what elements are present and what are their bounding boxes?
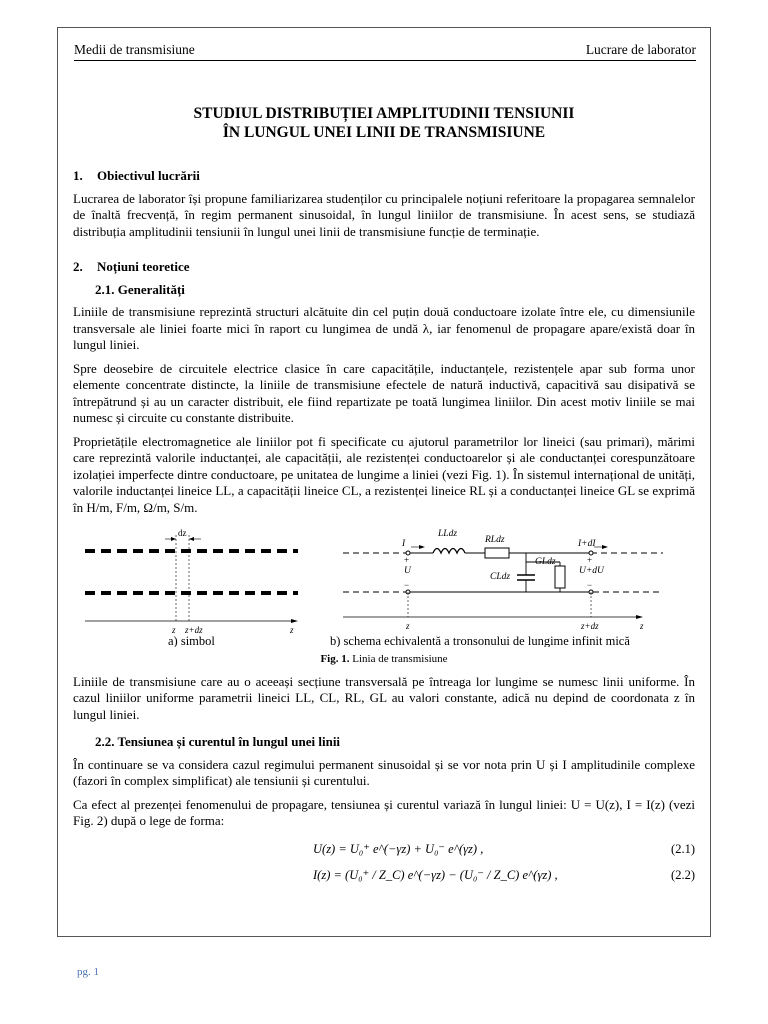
figure-1-caption: [73, 651, 695, 668]
equation-2-2: [73, 863, 695, 889]
section-1-heading: [73, 168, 695, 185]
figure-a-dz-label: dz: [178, 528, 187, 538]
header-right: Lucrare de laborator: [585, 42, 696, 57]
paragraph-definition: Liniile de transmisiune reprezintă structuri alcătuite din cel puțin două conductoare izolate între ele, cu dimensiunile transversale ale liniei foarte mici în raport cu lungimea de undă λ, iar fenomenul de propagare apare/există doar în lungul liniei.: [73, 304, 695, 352]
figure-b-voltage-label: U: [404, 566, 411, 576]
figure-b-plus-left: +: [404, 555, 410, 565]
figure-a-label: a) simbol: [168, 634, 215, 647]
figure-b-resistance-label: RLdz: [485, 535, 505, 545]
figure-a-zdz-label: z+dz: [185, 625, 203, 635]
paragraph-distributed: Spre deosebire de circuitele electrice clasice în care capacitățile, inductanțele, rezistențele apar sub forma unor elemente concentrate distincte, la liniile de transmisiune efectele de natură inductivă, capacitivă sau disipativă se întrepătrund și au un caracter distribuit, ele fiind repartizate pe toată lungimea liniilor. Din acest motiv liniile se mai numesc și circuite cu constante distribuite.: [73, 360, 695, 425]
figure-caption-number: Fig. 1.: [320, 653, 350, 665]
title-line-1: STUDIUL DISTRIBUȚIEI AMPLITUDINII TENSIUNII: [193, 105, 575, 122]
paragraph-parameters: Proprietățile electromagnetice ale liniilor pot fi specificate cu ajutorul parametrilor lor lineici (sau primari), mărimi care reprezintă valorile inductanței, ale capacității, ale rezistenței conductoarelor și ale conductanței corespunzătoare izolației imperfecte dintre conductoare, pe unitatea de lungime a liniei (vezi Fig. 1). În sistemul internațional de unități, valorile inductanței lineice LL, a capacității lineice CL, a rezistenței lineice RL și a conductanței lineice GL se exprimă în H/m, F/m, Ω/m, S/m.: [73, 433, 695, 515]
figure-b-current-out-label: I+dI: [578, 539, 596, 549]
figure-b-plus-right: +: [587, 555, 593, 565]
page-number: pg. 1: [77, 966, 99, 978]
figure-b-z-label: z: [406, 621, 410, 631]
paragraph-objective: Lucrarea de laborator își propune familiarizarea studenților cu principalele noțiuni referitoare la propagarea semnalelor de înaltă frecvență, în regim permanent sinusoidal, în lungul liniilor de transmisiune. În acest sens, se studiază distribuția amplitudinii tensiunii în lungul unei linii de transmisiune funcție de terminație.: [73, 190, 695, 239]
figure-a-axis-label: z: [290, 625, 294, 635]
section-2-number: 2.: [73, 259, 83, 274]
figure-b-current-label: I: [402, 539, 406, 549]
figure-b-axis-label: z: [640, 621, 644, 631]
paragraph-propagation: Ca efect al prezenței fenomenului de propagare, tensiunea și curentul variază în lungul liniei: U = U(z), I = I(z) (vezi Fig. 2) după o lege de forma:: [73, 796, 695, 828]
header-left: Medii de transmisiune: [74, 42, 195, 57]
equation-2-2-number: (2.2): [671, 867, 695, 882]
document-title: [73, 104, 695, 142]
section-1-number: 1.: [73, 168, 83, 183]
figure-b-minus-left: −: [404, 580, 410, 590]
figure-b-zdz-label: z+dz: [581, 621, 599, 631]
figure-1-svg: [73, 523, 695, 647]
figure-a-symbol: [85, 528, 298, 635]
figure-b-circuit: [343, 529, 663, 631]
paragraph-uniform-lines: Liniile de transmisiune care au o aceeași secțiune transversală pe întreaga lor lungime se numesc linii uniforme. În cazul liniilor uniforme parametrii lineici LL, CL, RL, GL au valori constante, adică nu depind de coordonata z în lungul liniei.: [73, 673, 695, 722]
figure-b-inductance-label: LLdz: [438, 529, 458, 539]
figure-a-z-label: z: [172, 625, 176, 635]
section-2-heading: [73, 259, 695, 276]
document-body: [73, 104, 695, 889]
figure-caption-text: Linia de transmisiune: [352, 653, 448, 665]
section-2-2-heading: 2.2. Tensiunea și curentul în lungul unei linii: [95, 734, 341, 749]
title-line-2: ÎN LUNGUL UNEI LINII DE TRANSMISIUNE: [222, 124, 546, 141]
section-2-1-heading: 2.1. Generalități: [95, 281, 185, 297]
figure-b-label: b) schema echivalentă a tronsonului de lungime infinit mică: [330, 634, 630, 647]
page-header: [74, 42, 696, 61]
equation-2-1: [73, 837, 695, 863]
figure-1: [73, 523, 695, 647]
figure-b-voltage-out-label: U+dU: [579, 566, 604, 576]
figure-b-conductance-label: GLdz: [535, 557, 556, 567]
equation-2-1-number: (2.1): [671, 841, 695, 856]
equation-2-1-body: U(z) = U₀⁺ e^(−γz) + U₀⁻ e^(γz) ,: [313, 841, 484, 856]
paragraph-phasors: În continuare se va considera cazul regimului permanent sinusoidal și se vor nota prin U și I amplitudinile complexe (fazori în complex simplificat) ale tensiunii și curentului.: [73, 756, 695, 788]
figure-b-capacitance-label: CLdz: [490, 572, 511, 582]
section-1-title: Obiectivul lucrării: [97, 168, 200, 183]
equation-2-2-body: I(z) = (U₀⁺ / Z_C) e^(−γz) − (U₀⁻ / Z_C) e^(γz) ,: [313, 867, 558, 882]
figure-b-minus-right: −: [587, 580, 593, 590]
section-2-title: Noțiuni teoretice: [97, 259, 190, 274]
